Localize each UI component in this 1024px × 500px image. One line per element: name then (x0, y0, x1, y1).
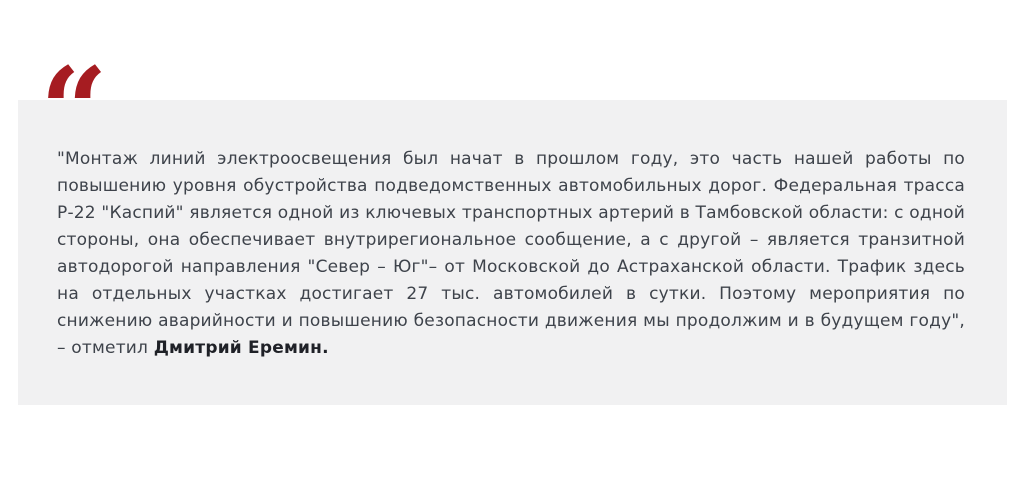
quote-attribution: Дмитрий Еремин. (153, 338, 329, 358)
quote-card (18, 41, 1007, 405)
quote-body: "Монтаж линий электроосвещения был начат в прошлом году, это часть нашей работы по повышению уровня обустройства подведомственных автомобильных дорог. Федеральная трасса Р-22 "Каспий" является одной из ключевых транспортных артерий в Тамбовской области: с одной стороны, она обеспечивает внутрирегиональное сообщение, а с другой – является транзитной автодорогой направления "Север – Юг"– от Московской до Астраханской области. Трафик здесь на отдельных участках достигает 27 тыс. автомобилей в сутки. Поэтому мероприятия по снижению аварийности и повышению безопасности движения мы продолжим и в будущем году", – отметил (57, 149, 965, 358)
quote-text (57, 146, 965, 362)
opening-double-quote-icon: “ (40, 41, 102, 180)
